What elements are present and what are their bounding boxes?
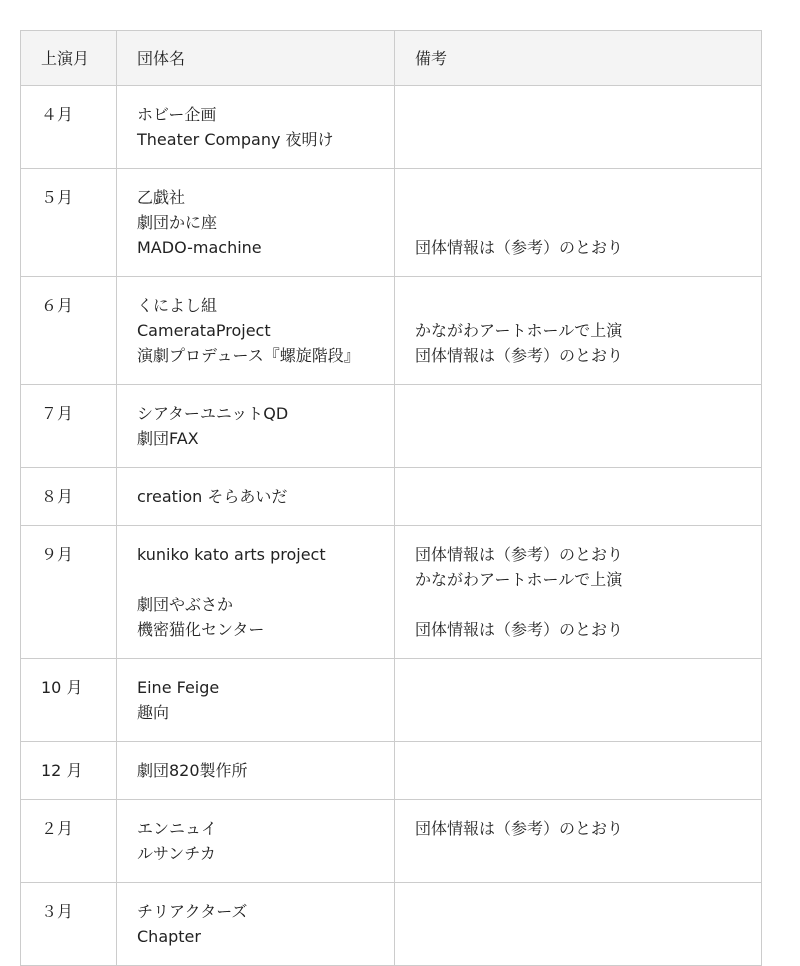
group-name-cell — [117, 742, 395, 800]
month-label: 12 月 — [41, 761, 83, 780]
remark-line — [415, 127, 741, 152]
group-name-cell — [117, 526, 395, 659]
remark-line — [415, 841, 741, 866]
remark-line: 団体情報は（参考）のとおり — [415, 620, 624, 639]
performance-schedule-table — [20, 30, 762, 966]
remarks-cell — [395, 883, 762, 966]
group-name: Theater Company 夜明け — [137, 130, 334, 149]
group-name: くによし組 — [137, 296, 218, 315]
group-name: ルサンチカ — [137, 844, 216, 863]
group-name: 劇団やぶさか — [137, 595, 234, 614]
remarks-cell — [395, 86, 762, 169]
remark-line — [415, 899, 741, 924]
remarks-cell — [395, 277, 762, 385]
remarks-cell — [395, 659, 762, 742]
remark-line — [415, 700, 741, 725]
remark-line: 団体情報は（参考）のとおり — [415, 238, 624, 257]
remark-line — [415, 401, 741, 426]
month-label: ４月 — [41, 105, 74, 124]
remark-line: 団体情報は（参考）のとおり — [415, 545, 624, 564]
month-label: ５月 — [41, 188, 74, 207]
month-cell — [21, 800, 117, 883]
month-cell — [21, 883, 117, 966]
table-row — [21, 800, 762, 883]
month-cell — [21, 86, 117, 169]
group-name: チリアクターズ — [137, 902, 248, 921]
group-name-cell — [117, 800, 395, 883]
month-label: 10 月 — [41, 678, 83, 697]
group-name: 機密猫化センター — [137, 620, 265, 639]
table-row — [21, 659, 762, 742]
remarks-cell — [395, 385, 762, 468]
month-label: ２月 — [41, 819, 74, 838]
month-label: ８月 — [41, 487, 74, 506]
month-cell — [21, 385, 117, 468]
month-cell — [21, 468, 117, 526]
table-row — [21, 169, 762, 277]
group-name-cell — [117, 277, 395, 385]
group-name-cell — [117, 169, 395, 277]
table-body — [21, 86, 762, 966]
table-row — [21, 468, 762, 526]
group-name-cell — [117, 86, 395, 169]
header-month: 上演月 — [21, 31, 117, 86]
month-cell — [21, 277, 117, 385]
table-row — [21, 86, 762, 169]
month-cell — [21, 169, 117, 277]
remarks-cell — [395, 169, 762, 277]
group-name — [137, 567, 374, 592]
remark-line — [415, 592, 741, 617]
table-row — [21, 385, 762, 468]
remark-line — [415, 924, 741, 949]
group-name: 劇団かに座 — [137, 213, 218, 232]
group-name: 乙戯社 — [137, 188, 186, 207]
month-cell — [21, 742, 117, 800]
group-name: Chapter — [137, 927, 201, 946]
remark-line: 団体情報は（参考）のとおり — [415, 346, 624, 365]
group-name: 劇団820製作所 — [137, 761, 248, 780]
month-label: ７月 — [41, 404, 74, 423]
group-name-cell — [117, 468, 395, 526]
group-name: creation そらあいだ — [137, 487, 288, 506]
table-row — [21, 526, 762, 659]
remark-line — [415, 293, 741, 318]
remarks-cell — [395, 526, 762, 659]
group-name-cell — [117, 659, 395, 742]
remark-line — [415, 102, 741, 127]
remarks-cell — [395, 742, 762, 800]
remark-line — [415, 185, 741, 210]
group-name-cell — [117, 883, 395, 966]
group-name: 趣向 — [137, 703, 170, 722]
table-row — [21, 883, 762, 966]
month-cell — [21, 659, 117, 742]
header-remarks: 備考 — [395, 31, 762, 86]
remark-line: かながわアートホールで上演 — [415, 570, 623, 589]
header-group-name: 団体名 — [117, 31, 395, 86]
header-row — [21, 31, 762, 86]
remark-line — [415, 758, 741, 783]
month-label: ６月 — [41, 296, 74, 315]
group-name: kuniko kato arts project — [137, 545, 326, 564]
group-name: シアターユニットQD — [137, 404, 289, 423]
remark-line — [415, 426, 741, 451]
remarks-cell — [395, 468, 762, 526]
remark-line — [415, 675, 741, 700]
month-cell — [21, 526, 117, 659]
group-name: 演劇プロデュース『螺旋階段』 — [137, 346, 360, 365]
group-name: 劇団FAX — [137, 429, 199, 448]
group-name-cell — [117, 385, 395, 468]
group-name: MADO-machine — [137, 238, 262, 257]
remark-line: 団体情報は（参考）のとおり — [415, 819, 624, 838]
remark-line: かながわアートホールで上演 — [415, 321, 623, 340]
group-name: エンニュイ — [137, 819, 218, 838]
table-row — [21, 742, 762, 800]
remark-line — [415, 484, 741, 509]
month-label: ３月 — [41, 902, 74, 921]
table-row — [21, 277, 762, 385]
group-name: CamerataProject — [137, 321, 271, 340]
month-label: ９月 — [41, 545, 74, 564]
group-name: Eine Feige — [137, 678, 220, 697]
remark-line — [415, 210, 741, 235]
remarks-cell — [395, 800, 762, 883]
group-name: ホビー企画 — [137, 105, 217, 124]
